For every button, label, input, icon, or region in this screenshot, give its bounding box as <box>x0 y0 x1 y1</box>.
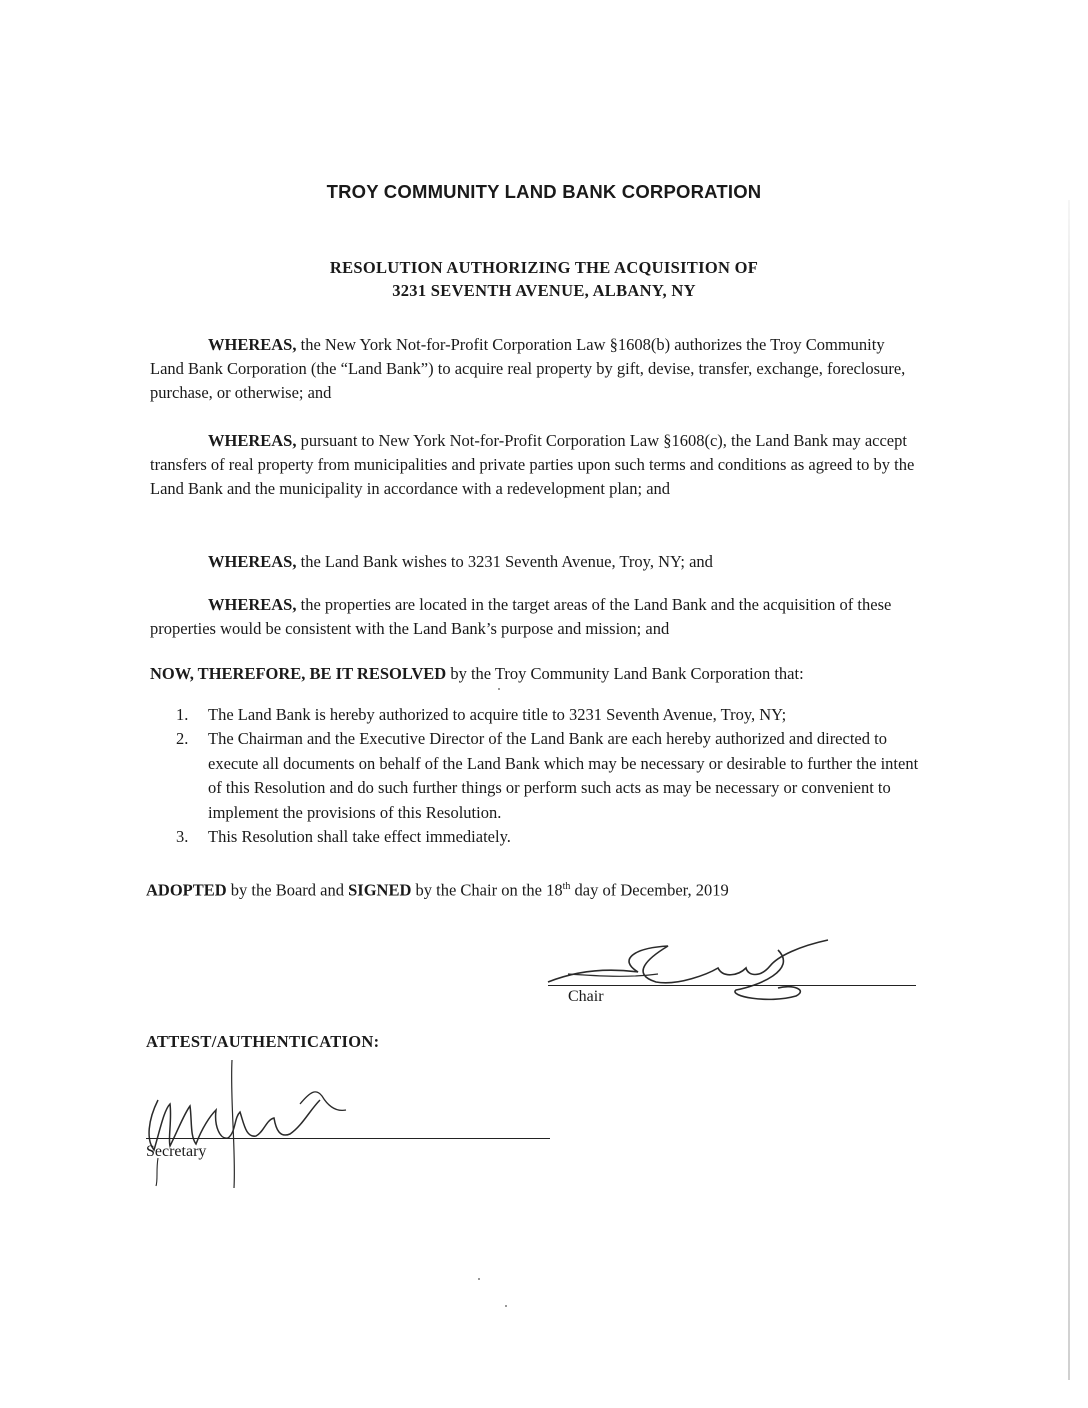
scan-speck <box>498 688 500 690</box>
whereas-lead: WHEREAS, <box>208 552 297 571</box>
resolution-title-line-1: RESOLUTION AUTHORIZING THE ACQUISITION OF <box>329 258 759 277</box>
attestation-heading: ATTEST/AUTHENTICATION: <box>146 1032 380 1051</box>
item-text: The Chairman and the Executive Director of the Land Bank are each hereby authorized and directed to execute all documents on behalf of the Land Bank which may be necessary or desirable to further the intent of this Resolution and do such further things or perform such acts as may be necessary or convenient to implement the provisions of this Resolution. <box>208 729 919 822</box>
signed-lead: SIGNED <box>348 880 412 900</box>
list-item <box>176 703 926 727</box>
scan-speck <box>505 1305 507 1307</box>
resolved-clause <box>150 662 804 686</box>
resolution-items-list <box>176 703 926 849</box>
adopted-date-text: by the Chair on the 18 <box>415 880 563 900</box>
date-suffix: th <box>562 881 571 892</box>
scan-speck <box>478 1278 480 1280</box>
whereas-lead: WHEREAS, <box>208 335 297 354</box>
whereas-paragraph-2 <box>150 429 920 501</box>
adoption-statement <box>146 875 729 903</box>
item-number: 1. <box>176 705 189 724</box>
whereas-lead: WHEREAS, <box>208 595 297 614</box>
resolved-text: by the Troy Community Land Bank Corporation that: <box>450 664 804 683</box>
secretary-signature-line <box>146 1138 550 1139</box>
whereas-text: pursuant to New York Not-for-Profit Corporation Law §1608(c), the Land Bank may accept transfers of real property from municipalities and private parties upon such terms and conditions as agreed to by the Land Bank and the municipality in accordance with a redevelopment plan; and <box>150 431 915 498</box>
item-text: The Land Bank is hereby authorized to acquire title to 3231 Seventh Avenue, Troy, NY; <box>208 705 787 724</box>
whereas-paragraph-1 <box>150 333 920 405</box>
whereas-lead: WHEREAS, <box>208 431 297 450</box>
chair-label: Chair <box>568 988 604 1005</box>
secretary-signature <box>140 1040 380 1190</box>
adopted-text: by the Board and <box>230 880 344 900</box>
secretary-label: Secretary <box>146 1143 207 1160</box>
list-item <box>176 727 926 825</box>
adopted-lead: ADOPTED <box>146 880 227 900</box>
adopted-date-tail: day of December, 2019 <box>574 880 729 900</box>
whereas-paragraph-3 <box>150 550 920 574</box>
whereas-text: the Land Bank wishes to 3231 Seventh Avenue, Troy, NY; and <box>300 552 713 571</box>
item-text: This Resolution shall take effect immediately. <box>208 827 511 847</box>
whereas-paragraph-4 <box>150 593 920 641</box>
whereas-text: the properties are located in the target areas of the Land Bank and the acquisition of these properties would be consistent with the Land Bank’s purpose and mission; and <box>150 595 892 638</box>
organization-title: TROY COMMUNITY LAND BANK CORPORATION <box>326 181 762 202</box>
resolution-title-line-2: 3231 SEVENTH AVENUE, ALBANY, NY <box>392 281 696 300</box>
chair-signature-line <box>548 985 916 986</box>
list-item <box>176 825 926 849</box>
whereas-text: the New York Not-for-Profit Corporation Law §1608(b) authorizes the Troy Community Land Bank Corporation (the “Land Bank”) to acquire real property by gift, devise, transfer, exchange, foreclosure, purchase, or otherwise; and <box>150 335 906 402</box>
item-number: 2. <box>176 729 189 749</box>
scan-edge-artifact <box>1068 200 1070 1380</box>
resolved-lead: NOW, THEREFORE, BE IT RESOLVED <box>150 664 447 683</box>
item-number: 3. <box>176 827 189 847</box>
